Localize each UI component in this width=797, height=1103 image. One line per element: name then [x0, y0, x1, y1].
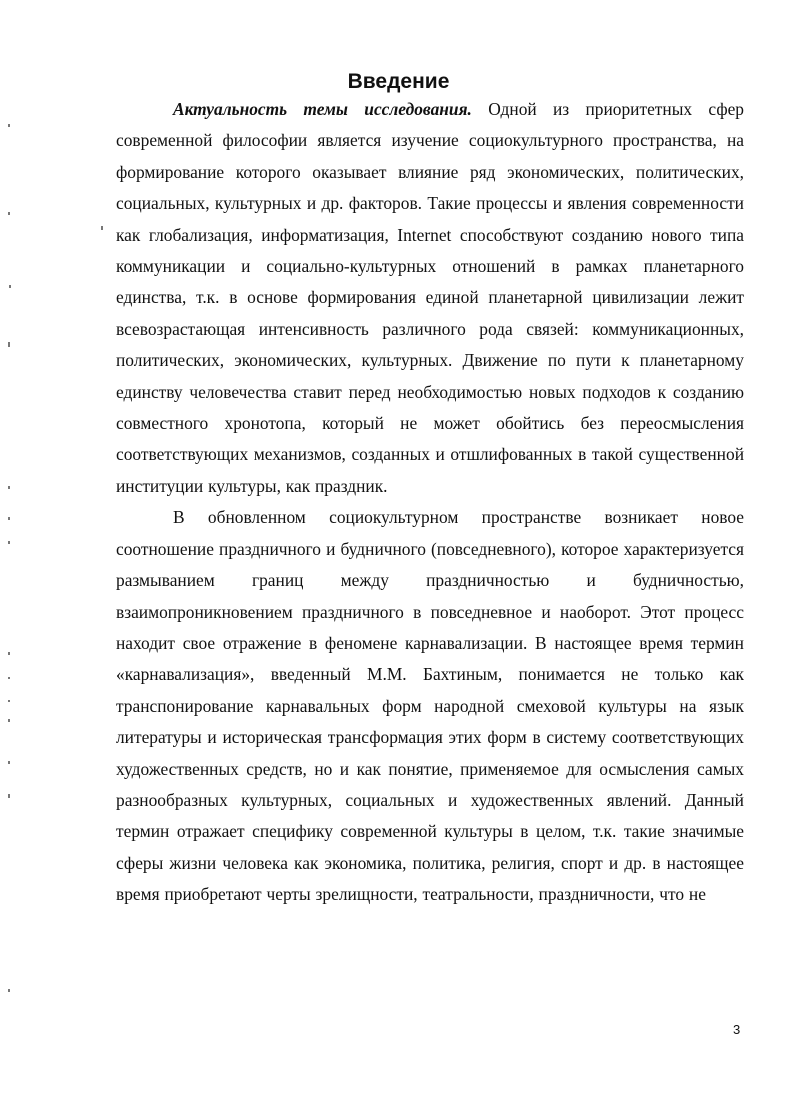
- scan-speck: [8, 677, 10, 679]
- paragraph-text: В обновленном социокультурном пространстве возникает новое соотношение праздничного и будничного (повседневного), которое характеризуется размыванием границ между праздничностью и будничностью, взаимопроникновением праздничного в повседневное и наоборот. Этот процесс находит свое отражение в феномене карнавализации. В настоящее время термин «карнавализация», введенный М.М. Бахтиным, понимается не только как транспонирование карнавальных форм народной смеховой культуры на язык литературы и историческая трансформация этих форм в систему соответствующих художественных средств, но и как понятие, применяемое для осмысления самых разнообразных культурных, социальных и художественных явлений. Данный термин отражает специфику современной культуры в целом, т.к. такие значимые сферы жизни человека как экономика, политика, религия, спорт и др. в настоящее время приобретают черты зрелищности, театральности, праздничности, что не: [116, 507, 744, 905]
- scan-speck: [8, 486, 10, 489]
- scan-speck: [8, 212, 10, 215]
- section-lead: Актуальность темы исследования.: [173, 99, 472, 119]
- body-text: [116, 94, 744, 911]
- scan-speck: [8, 124, 10, 127]
- paragraph-text: Одной из приоритетных сфер современной философии является изучение социокультурного пространства, на формирование которого оказывает влияние ряд экономических, политических, социальных, культурных и др. факторов. Такие процессы и явления современности как глобализация, информатизация, Internet способствуют созданию нового типа коммуникации и социально-культурных отношений в рамках планетарного единства, т.к. в основе формирования единой планетарной цивилизации лежит всевозрастающая интенсивность различного рода связей: коммуникационных, политических, экономических, культурных. Движение по пути к планетарному единству человечества ставит перед необходимостью новых подходов к созданию совместного хронотопа, который не может обойтись без переосмысления соответствующих механизмов, созданных и отшлифованных в такой существенной институции культуры, как праздник.: [116, 99, 744, 496]
- scan-speck: [8, 342, 10, 347]
- scan-speck: [8, 541, 10, 544]
- scan-speck: [8, 989, 10, 992]
- scan-speck: [8, 652, 10, 655]
- scan-speck: [9, 285, 11, 288]
- scan-speck: [8, 719, 10, 722]
- scan-speck: [8, 700, 10, 702]
- page-title: Введение: [347, 70, 450, 93]
- paragraph-carnivalization: [116, 502, 744, 910]
- scan-speck: [101, 226, 103, 230]
- page-number: 3: [733, 1022, 741, 1037]
- scan-speck: [8, 794, 10, 798]
- scan-speck: [8, 761, 10, 764]
- scan-speck: [8, 517, 10, 520]
- paragraph-relevance: [116, 94, 744, 502]
